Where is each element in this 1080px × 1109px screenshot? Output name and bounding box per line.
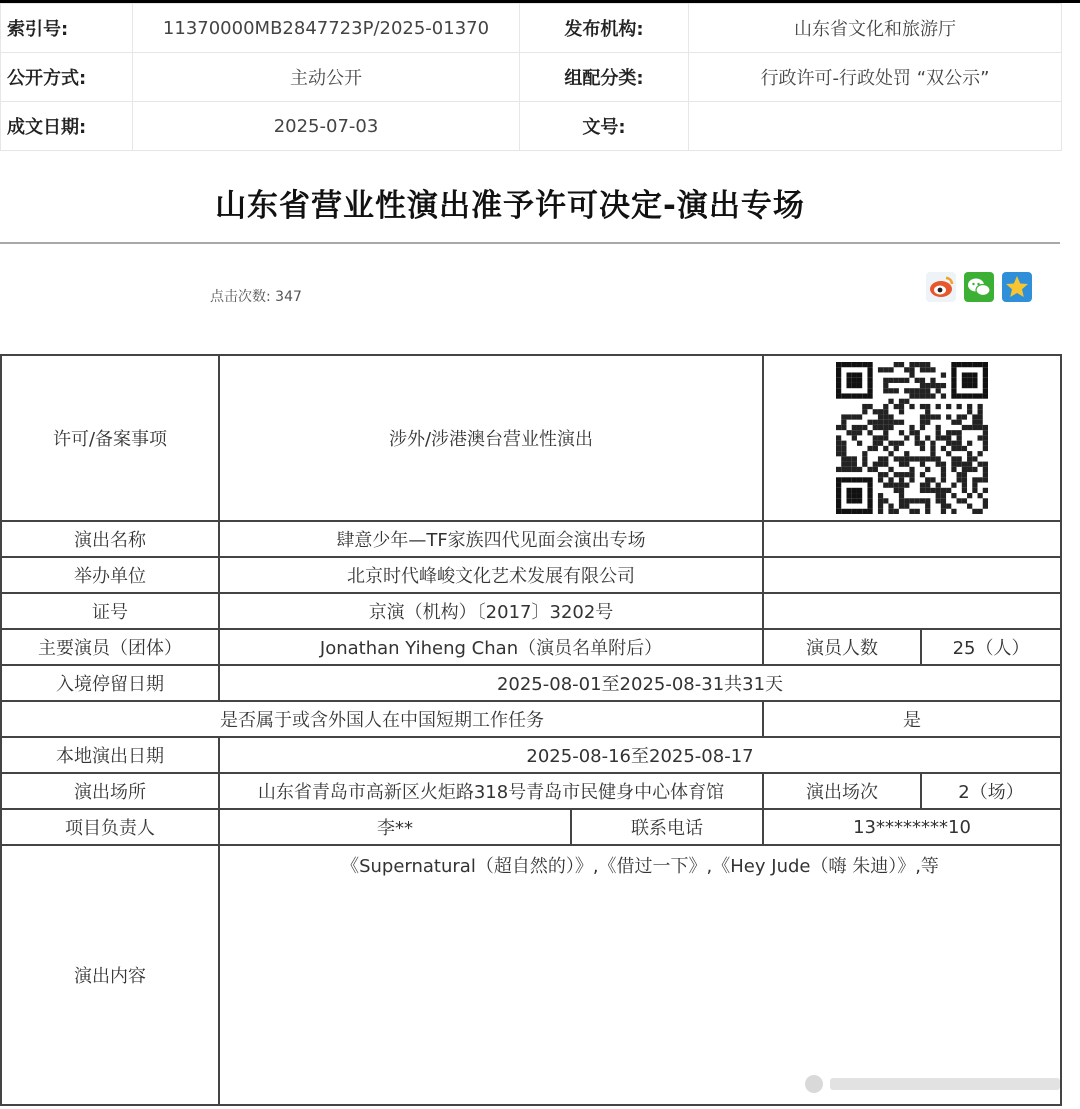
- entry-stay-value: 2025-08-01至2025-08-31共31天: [219, 665, 1061, 701]
- local-date-value: 2025-08-16至2025-08-17: [219, 737, 1061, 773]
- entry-stay-label: 入境停留日期: [1, 665, 219, 701]
- doc-number-value: [689, 102, 1062, 151]
- open-mode-value: 主动公开: [133, 53, 520, 102]
- license-label: 证号: [1, 593, 219, 629]
- page-title: 山东省营业性演出准予许可决定-演出专场: [215, 188, 805, 224]
- index-number-label: 索引号:: [1, 4, 133, 53]
- publisher-value: 山东省文化和旅游厅: [689, 4, 1062, 53]
- publisher-label: 发布机构:: [520, 4, 689, 53]
- wechat-icon[interactable]: [964, 272, 994, 302]
- click-count-label: 点击次数:: [210, 289, 271, 305]
- title-divider: [0, 242, 1060, 244]
- organizer-label: 举办单位: [1, 557, 219, 593]
- performer-count-label: 演员人数: [763, 629, 921, 665]
- metadata-table: [0, 3, 1062, 151]
- venue-value: 山东省青岛市高新区火炬路318号青岛市民健身中心体育馆: [219, 773, 763, 809]
- empty-cell: [763, 521, 1061, 557]
- show-name-label: 演出名称: [1, 521, 219, 557]
- phone-label: 联系电话: [571, 809, 763, 845]
- watermark: [800, 1072, 1072, 1096]
- phone-value: 13********10: [763, 809, 1061, 845]
- qr-code-cell: [763, 355, 1061, 521]
- main-performer-value: Jonathan Yiheng Chan（演员名单附后）: [219, 629, 763, 665]
- permit-item-label: 许可/备案事项: [1, 355, 219, 521]
- organizer-value: 北京时代峰峻文化艺术发展有限公司: [219, 557, 763, 593]
- performer-count-value: 25（人）: [921, 629, 1061, 665]
- permit-table: [0, 354, 1062, 1106]
- doc-number-label: 文号:: [520, 102, 689, 151]
- date-value: 2025-07-03: [133, 102, 520, 151]
- sessions-label: 演出场次: [763, 773, 921, 809]
- empty-cell: [763, 593, 1061, 629]
- weibo-icon[interactable]: [926, 272, 956, 302]
- license-value: 京演（机构）〔2017〕3202号: [219, 593, 763, 629]
- permit-item-value: 涉外/涉港澳台营业性演出: [219, 355, 763, 521]
- sessions-value: 2（场）: [921, 773, 1061, 809]
- venue-label: 演出场所: [1, 773, 219, 809]
- favorite-star-icon[interactable]: [1002, 272, 1032, 302]
- manager-value: 李**: [219, 809, 571, 845]
- click-count: [210, 286, 302, 306]
- open-mode-label: 公开方式:: [1, 53, 133, 102]
- qr-code-image: [836, 362, 988, 514]
- short-term-work-label: 是否属于或含外国人在中国短期工作任务: [1, 701, 763, 737]
- index-number-value: 11370000MB2847723P/2025-01370: [133, 4, 520, 53]
- short-term-work-value: 是: [763, 701, 1061, 737]
- content-value: 《Supernatural（超自然的）》,《借过一下》,《Hey Jude（嗨 朱迪）》,等: [219, 845, 1061, 1105]
- click-count-value: 347: [275, 289, 302, 305]
- date-label: 成文日期:: [1, 102, 133, 151]
- content-label: 演出内容: [1, 845, 219, 1105]
- category-value: 行政许可-行政处罚 “双公示”: [689, 53, 1062, 102]
- empty-cell: [763, 557, 1061, 593]
- local-date-label: 本地演出日期: [1, 737, 219, 773]
- main-performer-label: 主要演员（团体）: [1, 629, 219, 665]
- manager-label: 项目负责人: [1, 809, 219, 845]
- show-name-value: 肆意少年—TF家族四代见面会演出专场: [219, 521, 763, 557]
- category-label: 组配分类:: [520, 53, 689, 102]
